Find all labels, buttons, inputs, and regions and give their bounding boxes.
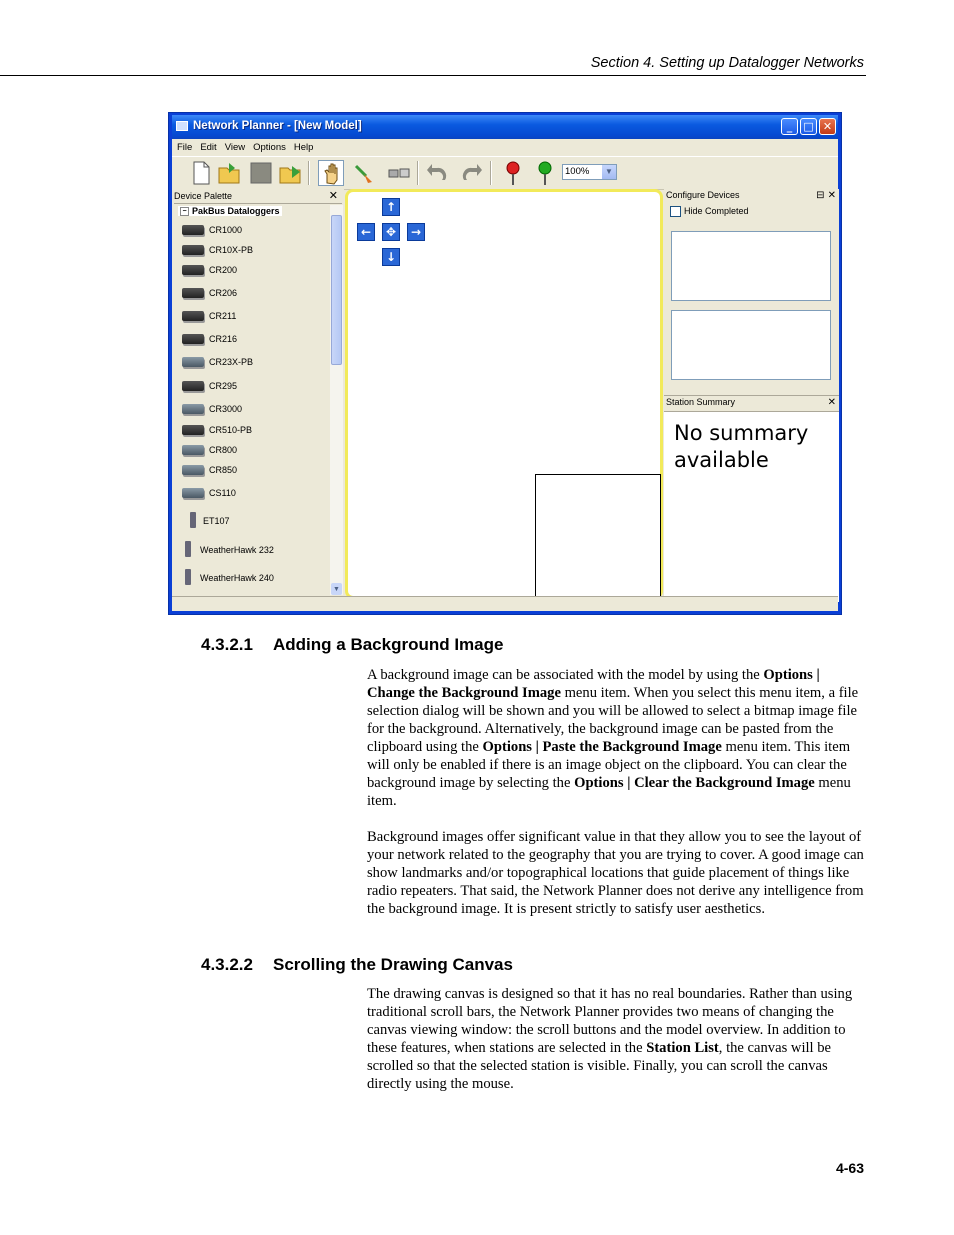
export-icon[interactable] [278, 160, 304, 186]
station-summary-body [664, 411, 839, 602]
menu-options[interactable]: Options [253, 142, 286, 153]
scroll-thumb[interactable] [331, 215, 342, 365]
checkbox-label: Hide Completed [684, 206, 749, 216]
menu-reference: Options | Clear the Background Image [574, 775, 815, 791]
palette-scrollbar[interactable] [330, 205, 343, 595]
scroll-up-button[interactable]: ↑ [382, 198, 400, 216]
new-file-icon[interactable] [188, 160, 214, 186]
scroll-center-button[interactable]: ✥ [382, 223, 400, 241]
device-label: CR206 [209, 288, 238, 298]
device-label: WeatherHawk 232 [200, 545, 274, 555]
paragraph [367, 985, 867, 1093]
datalogger-icon [182, 334, 204, 344]
datalogger-icon [182, 381, 204, 391]
device-list [174, 205, 330, 595]
datalogger-icon [182, 465, 204, 475]
hide-completed-checkbox[interactable] [670, 206, 749, 217]
network-planner-window [168, 112, 842, 615]
device-label: CS110 [209, 488, 236, 498]
configure-devices-list[interactable] [671, 231, 831, 301]
close-icon[interactable]: ✕ [328, 189, 338, 202]
minimize-button[interactable]: _ [781, 118, 798, 135]
section-number: 4.3.2.2 [201, 955, 253, 974]
section-title: Adding a Background Image [273, 635, 504, 654]
menu-bar [172, 139, 838, 155]
running-header: Section 4. Setting up Datalogger Networks [590, 55, 864, 71]
weather-station-icon [185, 541, 191, 557]
paragraph [367, 666, 867, 810]
undo-icon[interactable] [425, 160, 451, 186]
device-label: CR800 [209, 445, 238, 455]
redo-icon[interactable] [458, 160, 484, 186]
menu-reference: Options | Change the Background Image [367, 667, 820, 701]
datalogger-icon [182, 265, 204, 275]
menu-reference: Options | Paste the Background Image [482, 739, 722, 755]
hand-pan-icon[interactable] [318, 160, 344, 186]
text-run: , the canvas will be scrolled so that the selected station is visible. Finally, you can scroll the canvas directly using the mouse. [367, 1040, 832, 1092]
menu-file[interactable]: File [177, 142, 193, 153]
toolbar [172, 156, 838, 190]
summary-line: No summary [674, 421, 809, 445]
checkbox-icon[interactable] [670, 206, 681, 217]
configure-devices-title: Configure Devices [666, 190, 740, 200]
zoom-out-icon[interactable] [500, 160, 526, 186]
section-title: Scrolling the Drawing Canvas [273, 955, 513, 974]
sensor-icon [182, 488, 204, 498]
weather-station-icon [190, 512, 196, 528]
zoom-in-icon[interactable] [532, 160, 558, 186]
datalogger-icon [182, 445, 204, 455]
open-folder-icon[interactable] [217, 160, 243, 186]
device-label: CR200 [209, 265, 238, 275]
connect-tool-icon[interactable] [352, 160, 378, 186]
configure-devices-header [664, 189, 839, 202]
model-overview[interactable] [535, 474, 661, 600]
chevron-down-icon[interactable]: ▼ [602, 165, 616, 179]
right-panels [664, 189, 839, 601]
paragraph: Background images offer significant value in that they allow you to see the layout of your network related to the geography that you are trying to cover. A good image can show landmarks and/or topographical locations that guide placement of things like radio repeaters. That said, the Network Planner does not derive any intelligence from the background image. It is present strictly to satisfy user aesthetics. [367, 829, 864, 917]
section-heading [201, 635, 503, 655]
menu-edit[interactable]: Edit [200, 142, 217, 153]
device-palette-title: Device Palette [174, 191, 233, 201]
section-number: 4.3.2.1 [201, 635, 253, 654]
datalogger-icon [182, 245, 204, 255]
text-run: menu item. When you select this menu item, a file selection dialog will be shown and you will be allowed to select a bitmap image file for the background. Alternatively, the background image can be pasted from the clipboard using the [367, 685, 859, 755]
toolbar-separator [308, 161, 310, 185]
datalogger-icon [182, 311, 204, 321]
menu-view[interactable]: View [224, 142, 246, 153]
device-label: CR3000 [209, 404, 243, 414]
status-bar [172, 596, 838, 611]
zoom-select[interactable] [562, 164, 617, 180]
text-run: The drawing canvas is designed so that it has no real boundaries. Rather than using traditional scroll bars, the Network Planner provides two means of changing the canvas viewing window: the scroll buttons and the model overview. In addition to these features, when stations are selected in the [367, 986, 853, 1056]
text-run: menu item. [367, 775, 851, 809]
scroll-down-button[interactable]: ↓ [382, 248, 400, 266]
device-label: ET107 [203, 516, 230, 526]
tree-group-pakbus[interactable] [178, 206, 282, 216]
header-rule [0, 75, 866, 76]
toolbar-separator [417, 161, 419, 185]
toolbar-separator [490, 161, 492, 185]
panel-controls-icon[interactable]: ⊟ ✕ [816, 190, 836, 201]
ui-reference: Station List [646, 1040, 719, 1056]
datalogger-icon [182, 425, 204, 435]
device-palette-header [174, 189, 342, 204]
datalogger-icon [182, 225, 204, 235]
tree-group-label: PakBus Dataloggers [192, 206, 280, 216]
station-summary-header [664, 395, 839, 408]
device-label: WeatherHawk 240 [200, 573, 274, 583]
save-icon[interactable] [248, 160, 274, 186]
page-number: 4-63 [835, 1160, 864, 1176]
collapse-icon[interactable]: − [180, 207, 189, 216]
device-label: CR850 [209, 465, 238, 475]
device-label: CR23X-PB [209, 357, 254, 367]
device-label: CR10X-PB [209, 245, 254, 255]
scroll-left-button[interactable]: ← [357, 223, 375, 241]
device-label: CR510-PB [209, 425, 253, 435]
text-run: A background image can be associated with the model by using the [367, 667, 764, 683]
close-button[interactable]: ✕ [819, 118, 836, 135]
section-heading [201, 955, 513, 975]
menu-help[interactable]: Help [293, 142, 314, 153]
device-label: CR216 [209, 334, 238, 344]
summary-line: available [674, 448, 769, 472]
station-summary-title: Station Summary [666, 397, 736, 407]
configure-devices-details[interactable] [671, 310, 831, 380]
drawing-canvas[interactable] [345, 189, 663, 599]
link-icon[interactable] [386, 160, 412, 186]
summary-text [674, 420, 808, 474]
scroll-right-button[interactable]: → [407, 223, 425, 241]
close-icon[interactable]: ✕ [827, 397, 836, 408]
zoom-value: 100% [565, 166, 590, 177]
weather-station-icon [185, 569, 191, 585]
datalogger-icon [182, 404, 204, 414]
text-run: menu item. This item will only be enabled if there is an image object on the clipboard. You can clear the background image by selecting the [367, 739, 851, 791]
device-label: CR1000 [209, 225, 243, 235]
app-icon [176, 121, 188, 131]
datalogger-icon [182, 357, 204, 367]
window-title: Network Planner - [New Model] [193, 120, 362, 132]
datalogger-icon [182, 288, 204, 298]
chevron-down-icon[interactable]: ▼ [331, 583, 342, 595]
window-client [172, 139, 838, 611]
maximize-button[interactable]: □ [800, 118, 817, 135]
device-label: CR295 [209, 381, 238, 391]
device-label: CR211 [209, 311, 237, 321]
title-bar[interactable] [172, 115, 838, 139]
device-palette [172, 189, 344, 593]
